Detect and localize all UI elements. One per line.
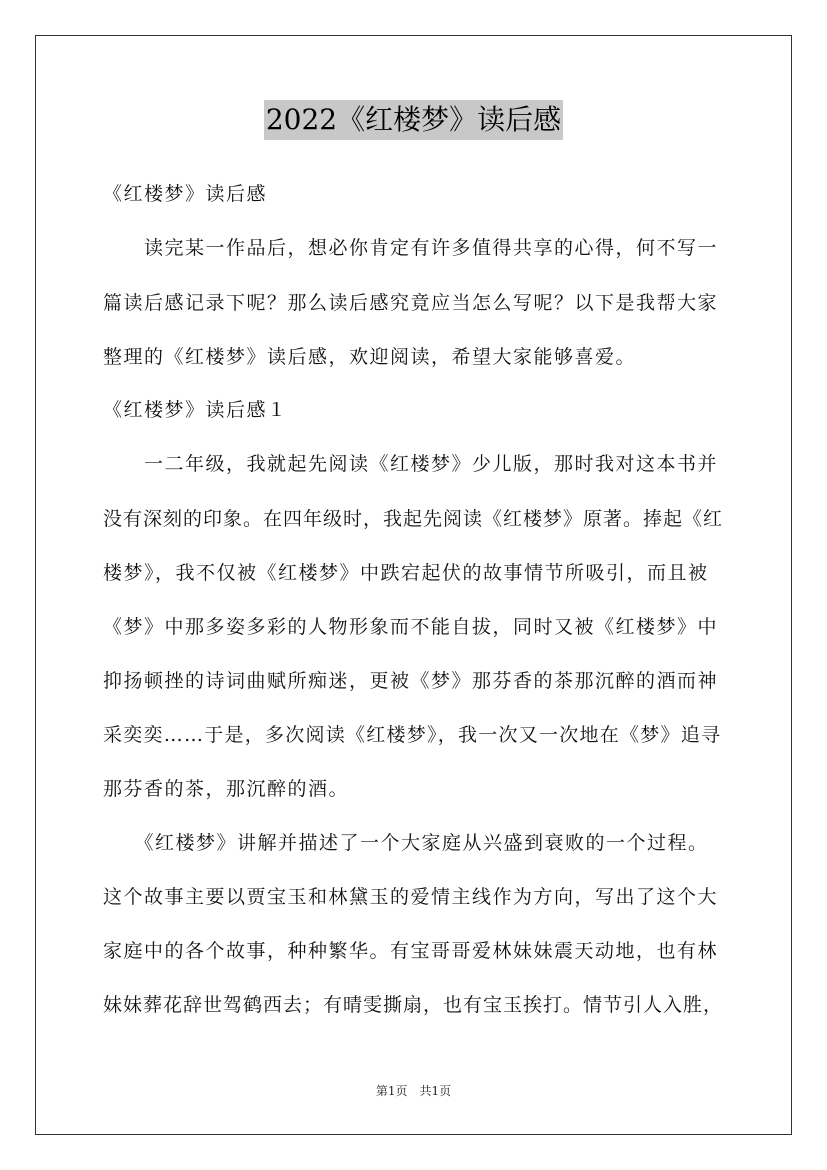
paragraph-line: 《红楼梦》读后感 [103, 183, 268, 205]
page-footer: 第1页 共1页 [375, 1084, 452, 1098]
paragraph-line: 没有深刻的印象。在四年级时，我起先阅读《红楼梦》原著。捧起《红 [103, 508, 724, 530]
paragraph-line: 一二年级，我就起先阅读《红楼梦》少儿版，那时我对这本书并 [103, 453, 719, 475]
section-heading: 《红楼梦》读后感１ [103, 399, 288, 421]
paragraph-line: 那芬香的茶，那沉醉的酒。 [103, 778, 350, 800]
paragraph-line: 整理的《红楼梦》读后感，欢迎阅读，希望大家能够喜爱。 [103, 346, 637, 368]
paragraph-line: 采奕奕……于是，多次阅读《红楼梦》，我一次又一次地在《梦》追寻 [103, 724, 722, 746]
paragraph-line: 读完某一作品后，想必你肯定有许多值得共享的心得，何不写一 [103, 237, 719, 259]
document-title: 2022《红楼梦》读后感 [264, 100, 563, 140]
paragraph-line: 妹妹葬花辞世驾鹤西去；有晴雯撕扇，也有宝玉挨打。情节引人入胜， [103, 994, 724, 1016]
paragraph-line: 《梦》中那多姿多彩的人物形象而不能自拔，同时又被《红楼梦》中 [103, 616, 719, 638]
paragraph-line: 抑扬顿挫的诗词曲赋所痴迷，更被《梦》那芬香的茶那沉醉的酒而神 [103, 670, 719, 692]
paragraph-line: 《红楼梦》讲解并描述了一个大家庭从兴盛到衰败的一个过程。 [103, 832, 709, 854]
title-container [0, 100, 827, 140]
paragraph-line: 篇读后感记录下呢？那么读后感究竟应当怎么写呢？以下是我帮大家 [103, 292, 719, 314]
paragraph-line: 家庭中的各个故事，种种繁华。有宝哥哥爱林妹妹震天动地，也有林 [103, 940, 719, 962]
paragraph-line: 楼梦》，我不仅被《红楼梦》中跌宕起伏的故事情节所吸引，而且被 [103, 562, 709, 584]
paragraph-line: 这个故事主要以贾宝玉和林黛玉的爱情主线作为方向，写出了这个大 [103, 886, 719, 908]
